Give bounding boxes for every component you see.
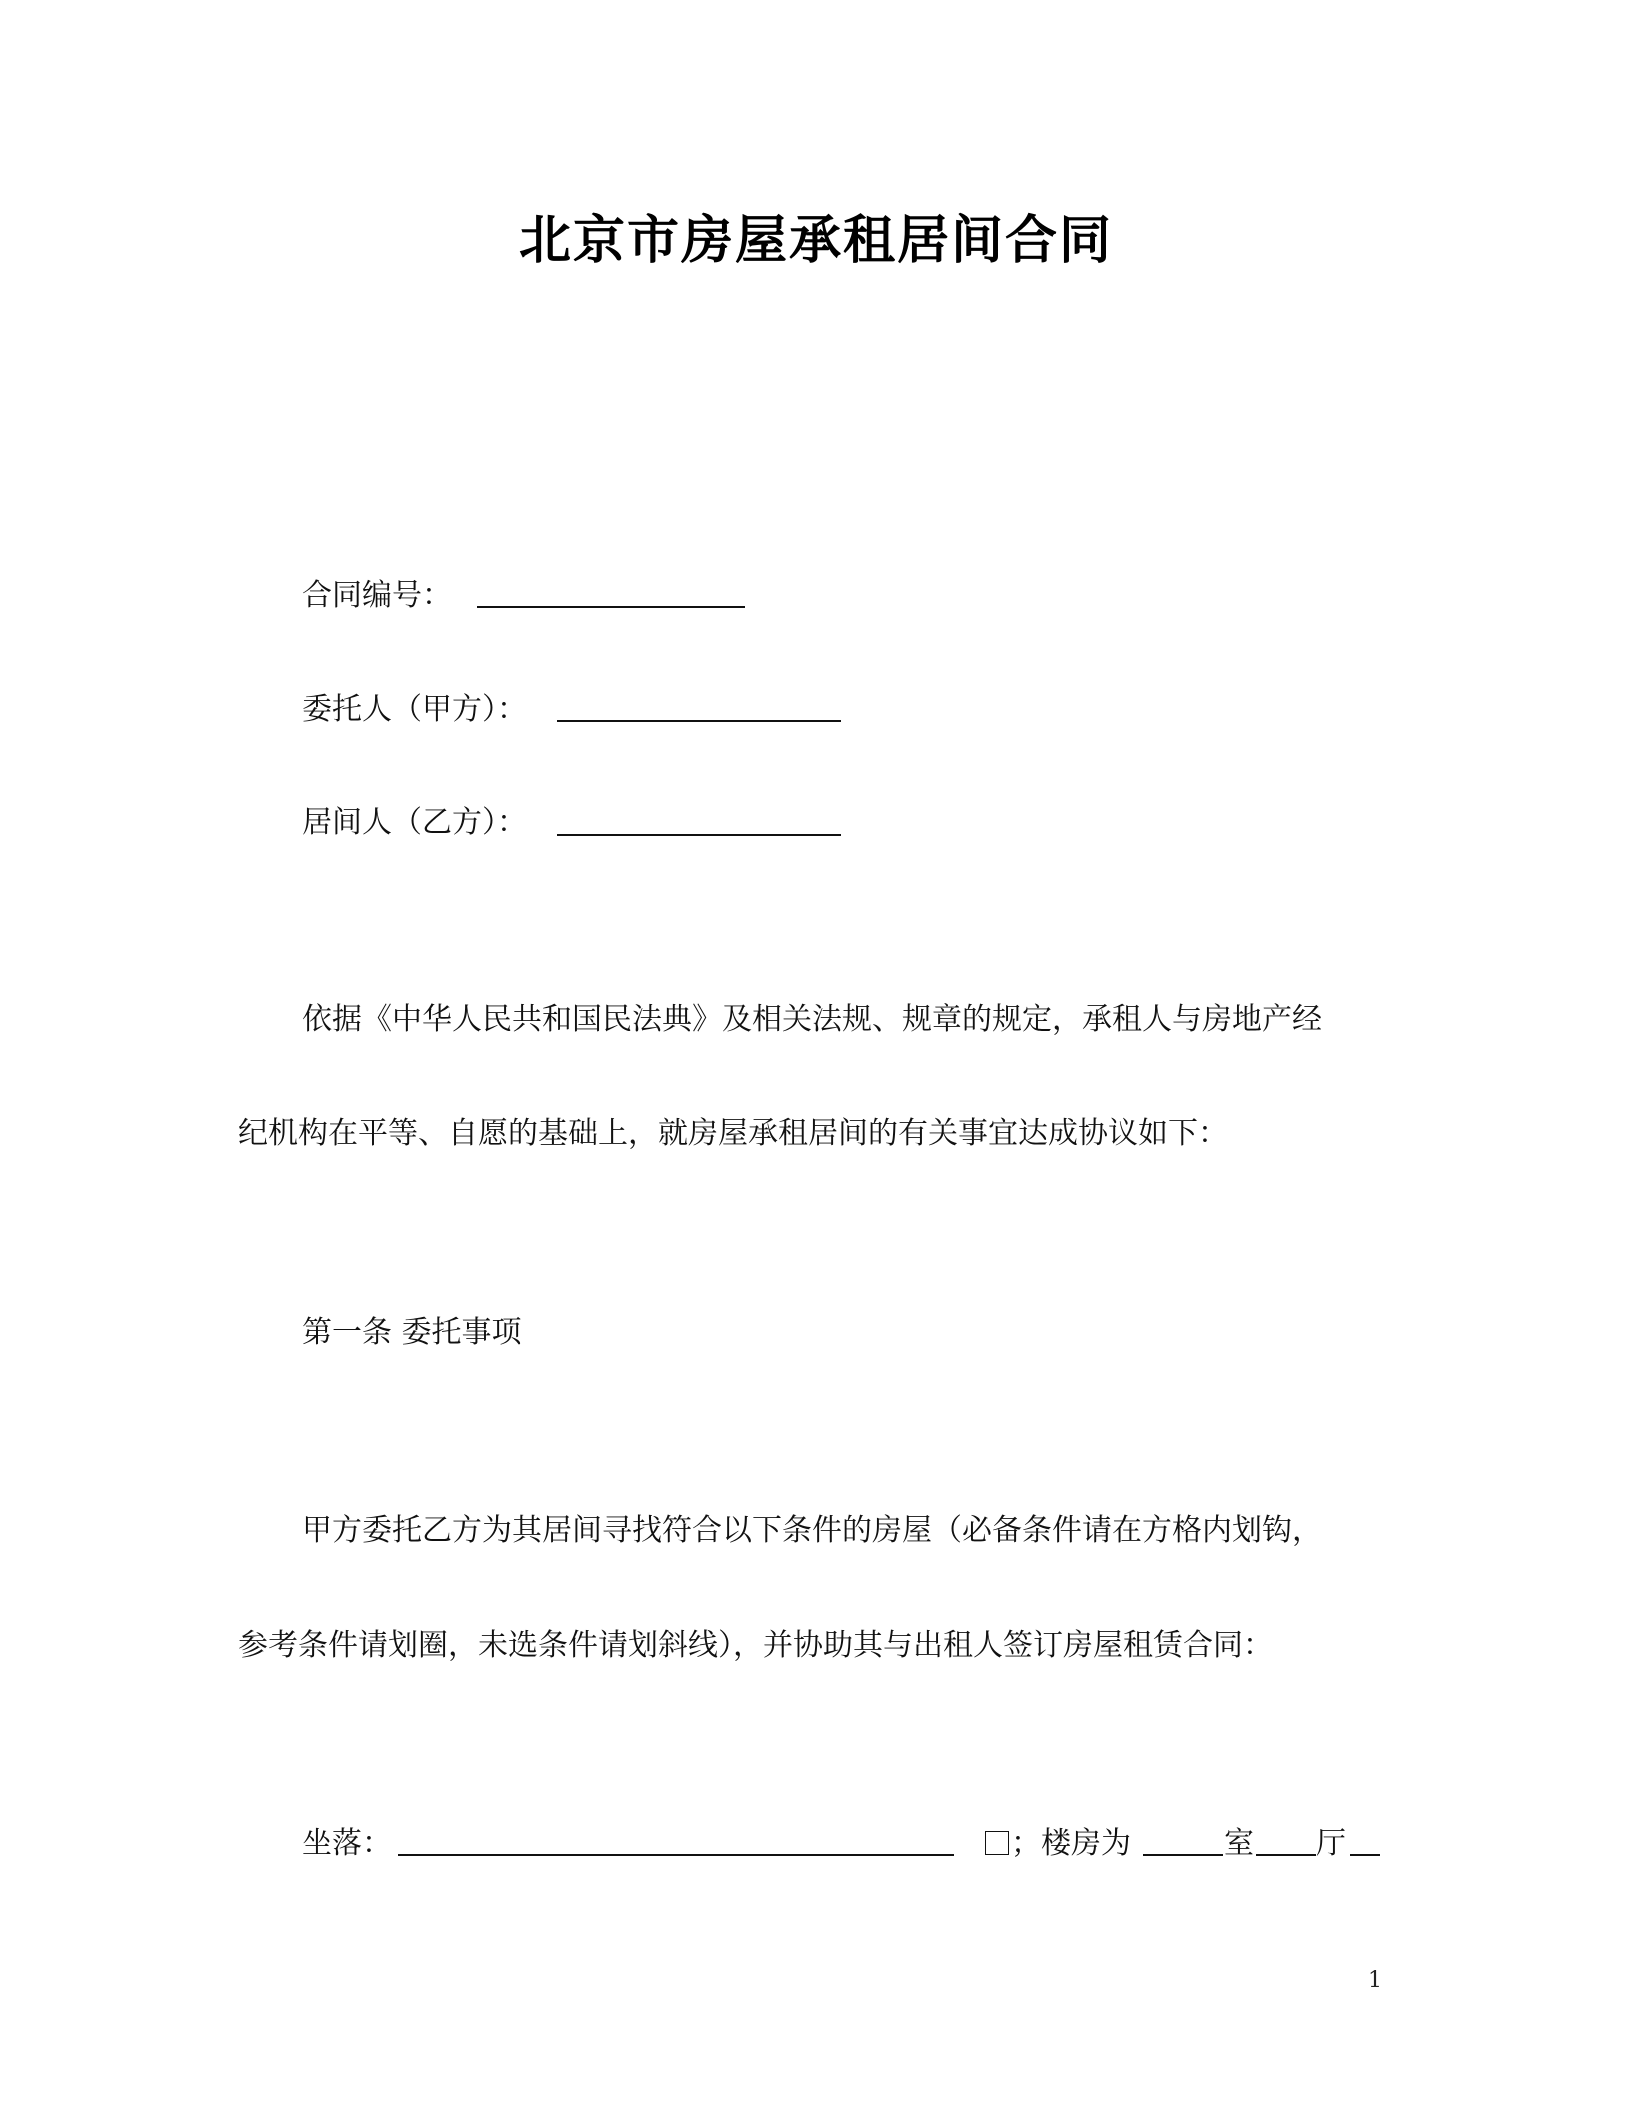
article-1-body-line-1: 甲方委托乙方为其居间寻找符合以下条件的房屋（必备条件请在方格内划钩， [302,1513,1322,1548]
contract-number-label: 合同编号： [302,578,452,613]
trailing-field[interactable] [1350,1854,1380,1856]
room-unit-label: 室 [1224,1826,1254,1861]
location-checkbox[interactable] [985,1831,1009,1855]
page-number: 1 [1368,1968,1382,1993]
location-tail [985,1818,1131,1862]
room-count-field[interactable] [1143,1854,1223,1856]
document-title: 北京市房屋承租居间合同 [518,211,1113,271]
intro-line-2: 纪机构在平等、自愿的基础上，就房屋承租居间的有关事宜达成协议如下： [238,1116,1228,1151]
article-1-heading: 第一条 委托事项 [302,1315,522,1350]
agent-party-b-field[interactable] [557,834,841,836]
intro-line-1: 依据《中华人民共和国民法典》及相关法规、规章的规定，承租人与房地产经 [302,1002,1322,1037]
location-field[interactable] [398,1854,954,1856]
agent-party-b-label: 居间人（乙方）： [302,805,527,840]
client-party-a-field[interactable] [557,720,841,722]
building-type-text: ；楼房为 [1011,1826,1131,1861]
contract-number-field[interactable] [477,606,745,608]
article-1-body-line-2: 参考条件请划圈，未选条件请划斜线），并协助其与出租人签订房屋租赁合同： [238,1628,1273,1663]
location-label: 坐落： [302,1826,392,1861]
hall-unit-label: 厅 [1316,1826,1346,1861]
hall-count-field[interactable] [1256,1854,1316,1856]
client-party-a-label: 委托人（甲方）： [302,692,527,727]
